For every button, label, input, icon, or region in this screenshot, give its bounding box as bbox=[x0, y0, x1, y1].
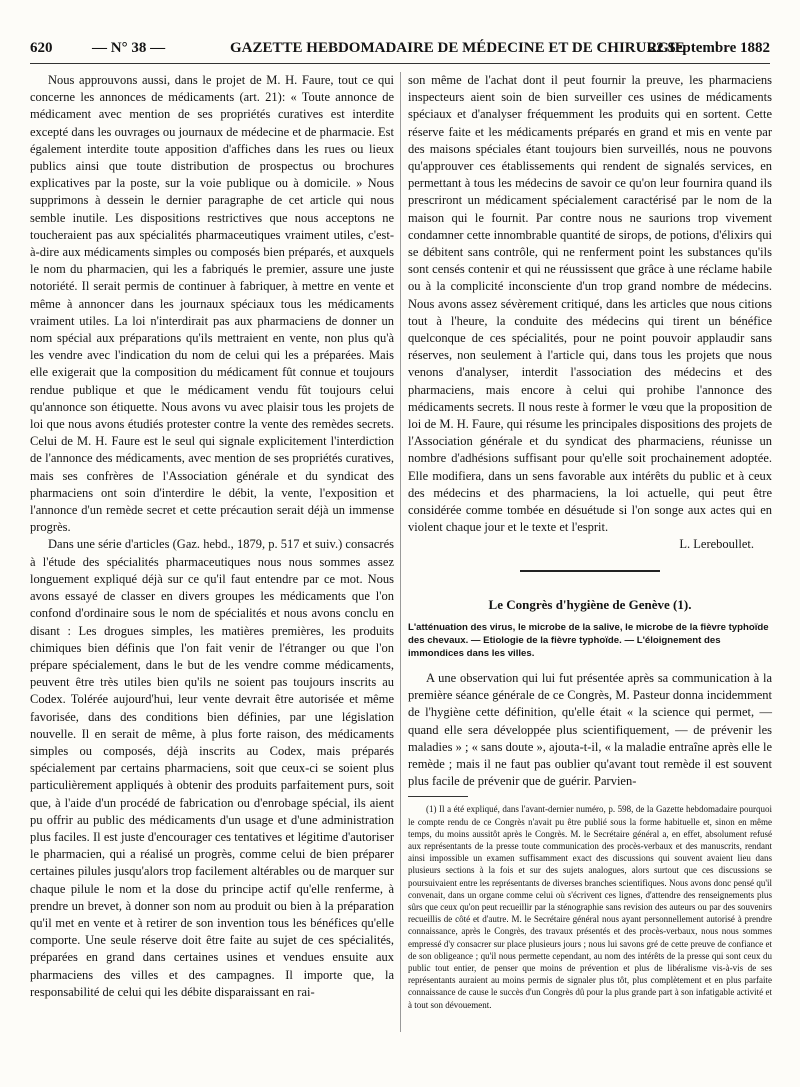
issue-date: 22 Septembre 1882 bbox=[648, 40, 770, 56]
issue-number: — N° 38 — bbox=[92, 40, 166, 56]
header-rule bbox=[30, 63, 770, 64]
page-header bbox=[30, 40, 770, 62]
paragraph: son même de l'achat dont il peut fournir la preuve, les pharmaciens inspecteurs aient soin de bien surveiller ces usines de médicaments spéciaux et d'analyser fréquemment les produits qui en sortent. Cette réserve faite et les médicaments préparés en grand et mis en vente par des maisons spéciales étant toujours bien surveillés, nous ne pouvons qu'approuver ces établissements qui rendent de signalés services, en permettant à tous les médecins de savoir ce qu'on leur fournira quand ils prescriront un médicament spécialement caractérisé par le nom de la maison qui le fournit. Par contre nous ne saurions trop vivement condamner cette innombrable quantité de sirops, de potions, d'élixirs qui se débitent sans contrôle, qui ne renferment point les substances qu'ils sont censés contenir et qui ne réussissent que grâce à une réclame habile ou à la complicité inconsciente d'un trop grand nombre de médecins. Nous avons assez sévèrement critiqué, dans les articles que nous citions tout à l'heure, la conduite des médecins qui tirent un bénéfice quelconque de ces spécialités, pour ne point pouvoir applaudir sans réserves, non seulement à l'article qui, dans tous les projets que nous venons d'analyser, interdit l'association des médecins et des pharmaciens, mais encore à celui qui prohibe l'annonce des médicaments secrets. Il nous reste à former le vœu que la proposition de loi de M. H. Faure, qui résume les principales dispositions des projets de l'Association générale et du syndicat des pharmaciens, réunisse un nombre d'adhésions suffisant pour qu'elle soit prochainement adoptée. Elle modifiera, dans un sens favorable aux intérêts du public et à ceux des médecins et des pharmaciens, la loi actuelle, qui peut être considérée comme tombée en désuétude si l'on songe aux actes qui en violent chaque jour et le texte et l'esprit. bbox=[408, 73, 772, 535]
article-title: Le Congrès d'hygiène de Genève (1). bbox=[488, 596, 692, 612]
left-column bbox=[30, 72, 394, 1001]
article-summary: L'atténuation des virus, le microbe de la salive, le microbe de la fièvre typhoïde des chevaux. — Etiologie de la fièvre typhoïde. — L'éloignement des immondices dans les villes. bbox=[408, 621, 769, 659]
column-separator bbox=[400, 72, 401, 1032]
paragraph: Dans une série d'articles (Gaz. hebd., 1879, p. 517 et suiv.) consacrés à l'étude des spécialités pharmaceutiques nous nous sommes assez longuement expliqué déjà sur ce qu'il faut entendre par ce mot. Nous avons essayé de classer en divers groupes les médicaments que l'on confond d'ordinaire sous le nom de spécialités et nous avons conclu en disant : Les drogues simples, les matières premières, les produits chimiques bien définis que l'on fait venir de l'étranger ou que l'on prépare spécialement, dans le but de les vendre comme médicaments, peuvent être très utiles bien qu'ils ne soient pas toujours inscrits au Codex. Tolérée aujourd'hui, leur vente devrait être autorisée et même favorisée, dans des conditions bien définies, par une législation nouvelle. Il en serait de même, à plus forte raison, des médicaments simples ou composés, déjà inscrits au Codex, mais préparés spécialement par certains pharmaciens, soit que ceux-ci se soient plus particulièrement appliqués à obtenir des produits parfaitement purs, soit que, à l'aide d'un procédé de fabrication ou d'enrobage spécial, ils aient pu offrir au public des médicaments d'un usage et d'une administration plus faciles. Il est juste d'encourager ces tentatives et légitime d'autoriser le pharmacien, qui a réalisé un progrès, comme celui de bien préparer certaines pilules jusqu'alors trop facilement altérables ou de marquer sur chaque pilule le nom et la dose du principe actif qu'elle renferme, à prendre un brevet, à donner son nom au produit ou bien à la préparation qu'il met en vente et à retirer de son invention tous les bénéfices qu'elle comporte. Une seule réserve doit être faite au sujet de ces spécialités, préparées en grand dans certaines usines et vendues ensuite aux pharmaciens des villes et des campagnes. Il importe que, la responsabilité de celui qui les débite disparaissant en rai- bbox=[30, 537, 394, 999]
author-signature: L. Lereboullet. bbox=[679, 537, 754, 552]
paragraph: A une observation qui lui fut présentée après sa communication à la première séance générale de ce Congrès, M. Pasteur donna incidemment de l'hygiène cette définition, qu'elle était « la science qui permet, — quand elle sera développée plus scientifiquement, — de prévenir les maladies » ; « sans doute », ajouta-t-il, « la maladie entraîne après elle le remède ; mais il ne faut pas oublier qu'avant tout remède il est souvent plus facile de prévenir que de guérir. Parvien- bbox=[408, 670, 772, 789]
footnote: (1) Il a été expliqué, dans l'avant-dernier numéro, p. 598, de la Gazette hebdomadaire pourquoi le compte rendu de ce Congrès n'avait pu être publié sous la forme habituelle et, sinon en même temps, du moins aussitôt après le Congrès. M. le Secrétaire général a, en effet, absolument refusé aux représentants de la presse toute communication des procès-verbaux et des manuscrits, rendant ainsi impossible un examen suffisamment exact des discussions qui souvent avaient lieu dans plusieurs sections à la fois et sur des sujets analogues, alors surtout que ces discussions se poursuivaient entre les représentants de diverses branches scientifiques. Nous avons donc pensé qu'il convenait, dans un organe comme celui où s'écrivent ces lignes, d'attendre des renseignements plus sûrs que ceux qu'on peut recueillir par la sténographie sans revision des auteurs ou par des souvenirs recueillis de côté et d'autre. M. le Secrétaire général nous ayant personnellement autorisé à prendre connaissance, après le Congrès, des travaux présentés et des procès-verbaux, nous nous sommes empressé d'y consacrer sur place plusieurs jours ; nous lui savons gré de cette preuve de confiance et de son obligeance ; qu'il nous permette cependant, au nom des intérêts de la presse qui sont ceux du public tout entier, de penser que moins de prévention et plus de libéralisme vis-à-vis de ses représentants auraient au moins permis de signaler plus tôt, plus complètement et en plus parfaite connaissance de cause le succès d'un Congrès dû pour la plus grande part à son infatigable activité et à tout son dévouement. bbox=[408, 804, 772, 1010]
footnote-rule bbox=[408, 796, 468, 797]
page-number: 620 bbox=[30, 40, 53, 56]
right-column bbox=[408, 72, 772, 1011]
section-divider bbox=[520, 570, 660, 572]
journal-title: GAZETTE HEBDOMADAIRE DE MÉDECINE ET DE CHIRURGIE bbox=[230, 40, 685, 56]
paragraph: Nous approuvons aussi, dans le projet de M. H. Faure, tout ce qui concerne les annonces de médicaments (art. 21): « Toute annonce de médicament avec mention de ses propriétés curatives est interdite excepté dans les ouvrages ou journaux de médecine et de pharmacie. Est également interdite toute apposition d'affiches dans les rues ou lieux publics ainsi que toute distribution de prospectus ou brochures explicatives par la poste, sur la voie publique ou à domicile. » Nous supprimons à dessein le dernier paragraphe de cet article qui nous semble inutile. Les dispositions restrictives que nous acceptons ne toucheraient pas aux spécialités pharmaceutiques vraiment utiles, c'est-à-dire aux médicaments simples ou composés bien préparés, et auxquels le nom du pharmacien, qui les a fabriqués le premier, assure une juste notoriété. Il serait permis de continuer à fabriquer, à mettre en vente et même à annoncer dans les journaux spéciaux tous les médicaments vraiment utiles. La loi n'interdirait pas aux pharmaciens de donner un nom spécial aux préparations qu'ils mettraient en vente, non plus qu'à les vendre avec l'indication du nom de celui qui les a préparées. Mais elle exigerait que la composition du médicament fût connue et toujours rendue publique et que le médicament vendu fût toujours celui qu'annonce son étiquette. Nous avons vu avec plaisir tous les projets de loi que nous avons étudiés protester contre la vente des remèdes secrets. Celui de M. H. Faure est le seul qui signale explicitement l'interdiction de l'annonce des médicaments, avec mention de ses propriétés curatives, mais ses confrères de l'Association générale et du syndicat des pharmaciens ont soin d'interdire le débit, la vente, l'exposition et l'annonce d'un remède secret et cette précaution serait déjà un immense progrès. bbox=[30, 73, 394, 535]
